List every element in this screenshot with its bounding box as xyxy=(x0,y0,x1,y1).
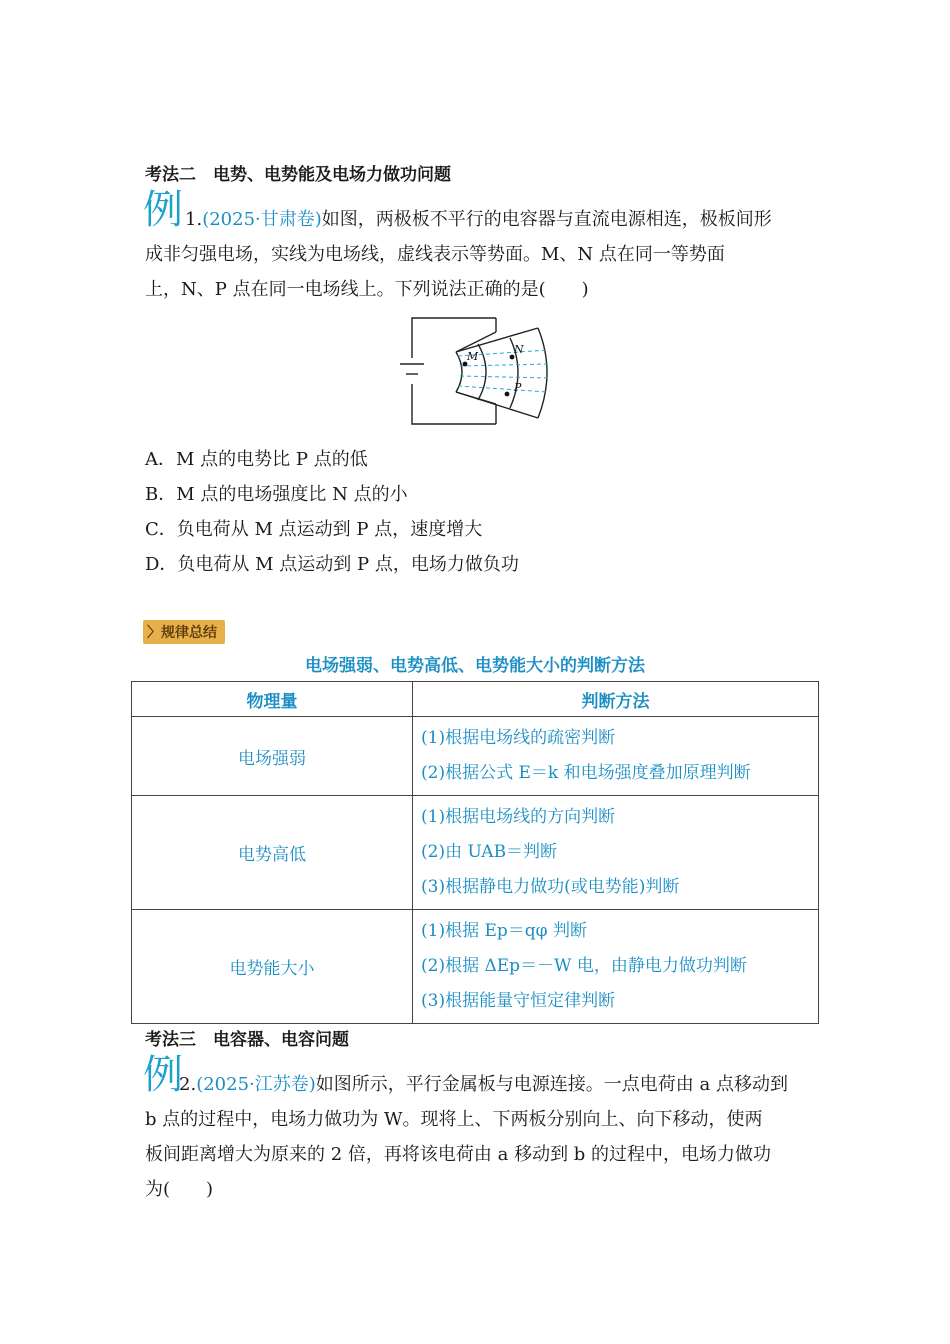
summary-badge-label: 规律总结 xyxy=(161,625,217,641)
method-item: (2)根据公式 E＝k 和电场强度叠加原理判断 xyxy=(421,763,751,783)
method-item: (1)根据 Ep＝qφ 判断 xyxy=(421,921,587,941)
option-b: B．M 点的电场强度比 N 点的小 xyxy=(145,484,408,505)
method-item: (2)根据 ΔEp＝－W 电，由静电力做功判断 xyxy=(421,956,747,976)
method-item: (2)由 UAB＝判断 xyxy=(421,842,558,862)
option-c: C．负电荷从 M 点运动到 P 点，速度增大 xyxy=(145,519,483,540)
option-a: A．M 点的电势比 P 点的低 xyxy=(145,449,368,470)
methods-cell xyxy=(413,796,819,910)
table-row xyxy=(132,717,819,796)
summary-badge xyxy=(143,620,225,644)
example-source: (2025·甘肃卷) xyxy=(202,209,322,230)
example-number: 2. xyxy=(179,1074,197,1095)
method-item: (3)根据静电力做功(或电势能)判断 xyxy=(421,877,680,897)
option-d: D．负电荷从 M 点运动到 P 点，电场力做负功 xyxy=(145,554,519,575)
example-text: 如图，两极板不平行的电容器与直流电源相连，极板间形 xyxy=(321,209,772,230)
table-header-row xyxy=(132,682,819,717)
example-mark: 例 xyxy=(143,187,183,233)
example-line-2: b 点的过程中，电场力做功为 W。现将上、下两板分别向上、向下移动，使两 xyxy=(145,1109,763,1130)
example-mark: 例 xyxy=(143,1052,183,1098)
quantity-cell: 电场强弱 xyxy=(132,717,413,796)
quantity-cell: 电势高低 xyxy=(132,796,413,910)
method-item: (3)根据能量守恒定律判断 xyxy=(421,991,616,1011)
quantity-cell: 电势能大小 xyxy=(132,910,413,1024)
methods-cell xyxy=(413,910,819,1024)
example-text: 如图所示，平行金属板与电源连接。一点电荷由 a 点移动到 xyxy=(315,1074,788,1095)
label-M: M xyxy=(467,350,479,363)
column-header: 物理量 xyxy=(132,682,413,717)
example-line-1 xyxy=(179,1074,788,1096)
rules-table xyxy=(131,681,819,1024)
methods-cell xyxy=(413,717,819,796)
example-line-1 xyxy=(185,209,772,231)
section-heading: 考法三 电容器、电容问题 xyxy=(145,1030,349,1050)
example-number: 1. xyxy=(185,209,203,230)
column-header: 判断方法 xyxy=(413,682,819,717)
capacitor-figure xyxy=(398,312,553,430)
example-line-3: 板间距离增大为原来的 2 倍，再将该电荷由 a 移动到 b 的过程中，电场力做功 xyxy=(145,1144,772,1165)
table-row xyxy=(132,910,819,1024)
table-title: 电场强弱、电势高低、电势能大小的判断方法 xyxy=(305,656,645,676)
method-item: (1)根据电场线的方向判断 xyxy=(421,807,616,827)
example-line-4: 为( ) xyxy=(145,1179,214,1200)
method-item: (1)根据电场线的疏密判断 xyxy=(421,728,616,748)
example-line-2: 成非匀强电场，实线为电场线，虚线表示等势面。M、N 点在同一等势面 xyxy=(145,244,725,265)
label-N: N xyxy=(514,343,524,356)
table-row xyxy=(132,796,819,910)
example-source: (2025·江苏卷) xyxy=(196,1074,316,1095)
chevron-right-icon: 〉 xyxy=(147,625,161,641)
label-P: P xyxy=(514,381,522,394)
example-line-3: 上，N、P 点在同一电场线上。下列说法正确的是( ) xyxy=(145,279,589,300)
section-heading: 考法二 电势、电势能及电场力做功问题 xyxy=(145,165,451,185)
